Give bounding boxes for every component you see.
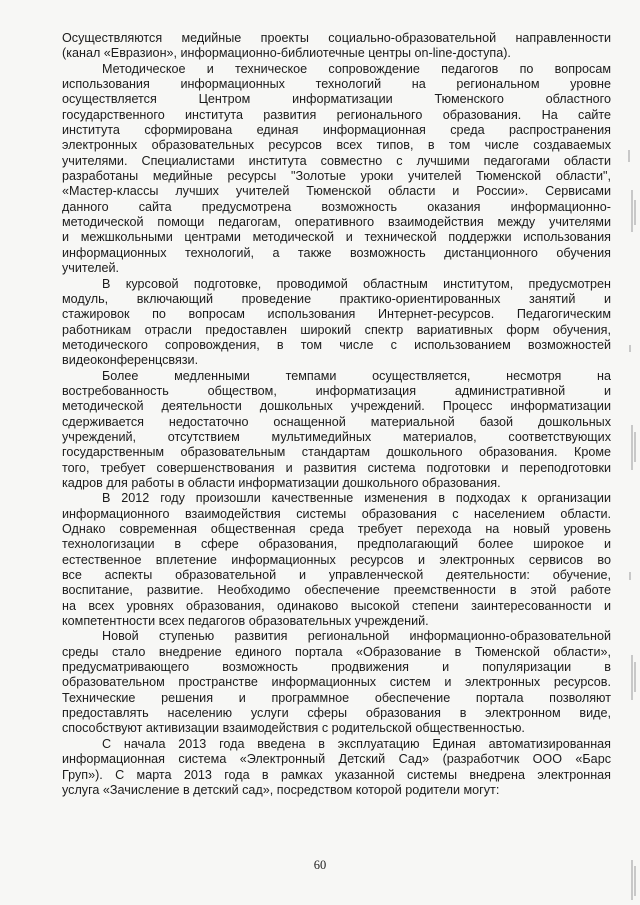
paragraph [62, 62, 611, 277]
text-line: С начала 2013 года введена в эксплуатацию Единая автоматизированная [102, 736, 611, 751]
text-line: сдерживается недостаточно оснащенной материальной базой дошкольных [62, 414, 611, 429]
text-line: использования информационных технологий на региональном уровне [62, 77, 611, 92]
text-line: электронных образовательных ресурсов всех типов, в том числе создаваемых [62, 138, 611, 153]
text-line: методической деятельности дошкольных учреждений. Процесс информатизации [62, 399, 611, 414]
text-line: методического сопровождения, в том числе с использованием возможностей [62, 337, 611, 352]
text-line: учителями. Специалистами института совместно с лучшими педагогами области [62, 153, 611, 168]
text-line: Новой ступенью развития региональной информационно-образовательной [102, 629, 611, 644]
text-line: информационного взаимодействия системы образования с населением области. [62, 506, 611, 521]
scan-edge-marks [620, 0, 640, 905]
text-line: компетентности всех педагогов образовательных учреждений. [62, 614, 429, 629]
text-line: Груп»). С марта 2013 года в рамках указанной системы внедрена электронная [62, 767, 611, 782]
text-line: осуществляется Центром информатизации Тюменского областного [62, 92, 611, 107]
text-line: Технические решения и программное обеспечение портала позволяют [62, 690, 611, 705]
text-line: модуль, включающий проведение практико-ориентированных занятий и [62, 291, 611, 306]
text-line: предоставлять населению услуги сферы образования в электронном виде, [62, 706, 611, 721]
text-line: услуга «Зачисление в детский сад», посредством которой родители могут: [62, 782, 500, 797]
text-line: В 2012 году произошли качественные изменения в подходах к организации [102, 491, 611, 506]
text-line: предусматривающего возможность продвижения и популяризации в [62, 660, 611, 675]
text-line: государственным образовательным стандартам дошкольного образования. Кроме [62, 445, 611, 460]
text-line: учреждений, отсутствием мультимедийных материалов, соответствующих [62, 429, 611, 444]
paragraph [62, 31, 611, 62]
text-line: видеоконференцсвязи. [62, 353, 199, 368]
text-line: на всех уровнях образования, одинаково высокой степени заинтересованности и [62, 598, 611, 613]
text-line: учителей. [62, 261, 119, 276]
text-line: воспитание, развитие. Необходимо обеспечение преемственности в этой работе [62, 583, 611, 598]
text-line: методической помощи педагогам, оперативного взаимодействия между учителями [62, 215, 611, 230]
paragraph [62, 491, 611, 629]
paragraph [62, 369, 611, 492]
text-line: естественное вплетение информационных ресурсов и электронных сервисов во [62, 552, 611, 567]
text-line: разработаны медийные ресурсы "Золотые уроки учителей Тюменской области", [62, 169, 611, 184]
paragraph [62, 277, 611, 369]
text-line: технологизации в сфере образования, предполагающий более широкое и [62, 537, 611, 552]
text-line: Осуществляются медийные проекты социально-образовательной направленности [62, 31, 611, 45]
text-line: способствуют активизации взаимодействия с родительской общественностью. [62, 721, 525, 736]
text-line: (канал «Евразион», информационно-библиотечные центры on-line-доступа). [62, 46, 511, 61]
text-line: того, требует совершенствования и развития система подготовки и переподготовки [62, 460, 611, 475]
body-text [62, 31, 611, 798]
text-line: В курсовой подготовке, проводимой областным институтом, предусмотрен [102, 276, 611, 291]
text-line: кадров для работы в области информатизации дошкольного образования. [62, 475, 501, 490]
text-line: данного сайта предусмотрена возможность оказания информационно- [62, 199, 611, 214]
text-line: и межшкольными центрами методической и технической поддержки использования [62, 230, 611, 245]
text-line: все аспекты образовательной и управленческой деятельности: обучение, [62, 568, 611, 583]
text-line: государственного института развития регионального образования. На сайте [62, 107, 611, 122]
text-line: работникам отрасли предоставлен широкий спектр вариативных форм обучения, [62, 322, 611, 337]
text-line: образовательном пространстве информационных систем и электронных ресурсов. [62, 675, 611, 690]
text-line: института сформирована единая информационная среда распространения [62, 123, 611, 138]
text-line: информационная система «Электронный Детский Сад» (разработчик ООО «Барс [62, 752, 611, 767]
text-line: информационных технологий, а также возможность дистанционного обучения [62, 245, 611, 260]
page-number: 60 [313, 858, 327, 872]
text-line: «Мастер-классы лучших учителей Тюменской области и России». Сервисами [62, 184, 611, 199]
paragraph [62, 629, 611, 736]
paragraph [62, 737, 611, 798]
text-line: Методическое и техническое сопровождение педагогов по вопросам [102, 61, 611, 76]
text-line: Однако современная общественная среда требует перехода на новый уровень [62, 522, 611, 536]
text-line: среды стало внедрение единого портала «Образование в Тюменской области», [62, 644, 611, 659]
text-line: стажировок по вопросам использования Интернет-ресурсов. Педагогическим [62, 307, 611, 322]
text-line: востребованность обществом, информатизация административной и [62, 383, 611, 398]
text-line: Более медленными темпами осуществляется, несмотря на [102, 368, 611, 383]
